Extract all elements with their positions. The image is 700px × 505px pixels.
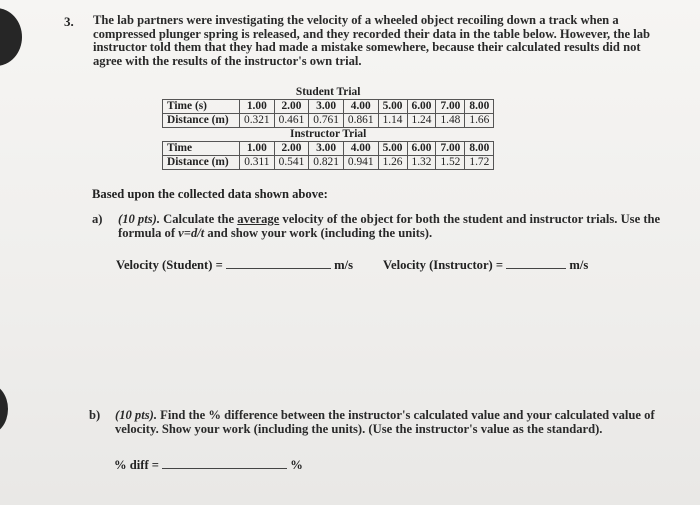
part-a-text-3: the student and instructor trials. Use the formula of bbox=[118, 212, 661, 240]
student-distance-cell: 1.24 bbox=[407, 114, 436, 128]
binder-hole-top bbox=[0, 8, 22, 66]
percent-diff-unit: % bbox=[290, 458, 303, 472]
instructor-distance-cell: 0.311 bbox=[240, 156, 275, 170]
student-distance-cell: 0.461 bbox=[274, 114, 309, 128]
student-distance-cell: 1.48 bbox=[436, 114, 465, 128]
velocity-answer-row bbox=[116, 258, 588, 273]
instructor-distance-cell: 1.52 bbox=[436, 156, 465, 170]
instructor-velocity-label: Velocity (Instructor) = bbox=[383, 258, 504, 272]
instructor-time-cell: 1.00 bbox=[240, 142, 275, 156]
part-a-underlined: average bbox=[237, 212, 280, 226]
part-a bbox=[92, 212, 663, 240]
student-time-cell: 2.00 bbox=[274, 100, 309, 114]
data-table bbox=[162, 86, 494, 170]
part-b-text: Find the % difference between the instructor's calculated value and your calculated value of velocity. Show your work (including the units). (Use the instructor's value as the standard). bbox=[115, 408, 655, 436]
student-distance-cell: 0.761 bbox=[309, 114, 344, 128]
student-time-cell: 7.00 bbox=[436, 100, 465, 114]
part-a-formula: v=d/t bbox=[178, 226, 205, 240]
student-time-cell: 5.00 bbox=[378, 100, 407, 114]
instructor-distance-cell: 1.32 bbox=[407, 156, 436, 170]
student-time-cell: 6.00 bbox=[407, 100, 436, 114]
student-distance-cell: 0.321 bbox=[240, 114, 275, 128]
percent-diff-row bbox=[114, 458, 303, 473]
instructor-time-cell: 8.00 bbox=[465, 142, 494, 156]
part-a-points: (10 pts). bbox=[118, 212, 160, 226]
part-a-text-1: Calculate the bbox=[163, 212, 235, 226]
student-trial-caption: Student Trial bbox=[295, 86, 361, 98]
instructor-time-cell: 6.00 bbox=[407, 142, 436, 156]
student-distance-cell: 1.14 bbox=[378, 114, 407, 128]
instructor-time-cell: 3.00 bbox=[309, 142, 344, 156]
instructor-time-row bbox=[163, 142, 494, 156]
binder-hole-bottom bbox=[0, 383, 8, 435]
student-time-row bbox=[163, 100, 494, 114]
student-time-cell: 3.00 bbox=[309, 100, 344, 114]
student-velocity-blank[interactable] bbox=[226, 258, 331, 269]
instructor-time-cell: 2.00 bbox=[274, 142, 309, 156]
instructor-time-cell: 7.00 bbox=[436, 142, 465, 156]
student-time-cell: 4.00 bbox=[343, 100, 378, 114]
question-number: 3. bbox=[64, 14, 74, 29]
student-velocity-label: Velocity (Student) = bbox=[116, 258, 223, 272]
part-b-label: b) bbox=[89, 408, 101, 422]
part-a-label: a) bbox=[92, 212, 103, 226]
instructor-distance-cell: 0.821 bbox=[309, 156, 344, 170]
instructor-distance-cell: 1.26 bbox=[378, 156, 407, 170]
based-upon-text: Based upon the collected data shown above: bbox=[92, 187, 328, 201]
student-distance-row bbox=[163, 114, 494, 128]
instructor-distance-cell: 1.72 bbox=[465, 156, 494, 170]
percent-diff-blank[interactable] bbox=[162, 458, 287, 469]
instructor-distance-cell: 0.541 bbox=[274, 156, 309, 170]
student-velocity-unit: m/s bbox=[334, 258, 353, 272]
instructor-distance-label: Distance (m) bbox=[163, 156, 240, 170]
instructor-velocity-unit: m/s bbox=[569, 258, 589, 272]
part-b bbox=[89, 408, 670, 436]
instructor-velocity-blank[interactable] bbox=[506, 258, 566, 269]
instructor-time-label: Time bbox=[163, 142, 240, 156]
question-intro: The lab partners were investigating the velocity of a wheeled object recoiling down a track when a compressed plunger spring is released, and they recorded their data in the table below. However, the lab instructor told them that they had made a mistake somewhere, because their calculated results did not agree with the results of the instructor's own trial. bbox=[93, 13, 651, 68]
student-time-cell: 1.00 bbox=[240, 100, 275, 114]
instructor-distance-cell: 0.941 bbox=[343, 156, 378, 170]
student-distance-label: Distance (m) bbox=[163, 114, 240, 128]
instructor-time-cell: 5.00 bbox=[378, 142, 407, 156]
instructor-trial-caption: Instructor Trial bbox=[290, 128, 367, 140]
student-distance-cell: 0.861 bbox=[343, 114, 378, 128]
student-time-cell: 8.00 bbox=[465, 100, 494, 114]
part-a-bold-word: both bbox=[415, 212, 440, 226]
instructor-time-cell: 4.00 bbox=[343, 142, 378, 156]
student-time-label: Time (s) bbox=[163, 100, 240, 114]
part-a-text-2: velocity of the object for bbox=[282, 212, 413, 226]
part-a-text-4: and show your work (including the units). bbox=[207, 226, 433, 240]
student-distance-cell: 1.66 bbox=[465, 114, 494, 128]
instructor-distance-row bbox=[163, 156, 494, 170]
part-b-points: (10 pts). bbox=[115, 408, 157, 422]
percent-diff-label: % diff = bbox=[114, 458, 159, 472]
